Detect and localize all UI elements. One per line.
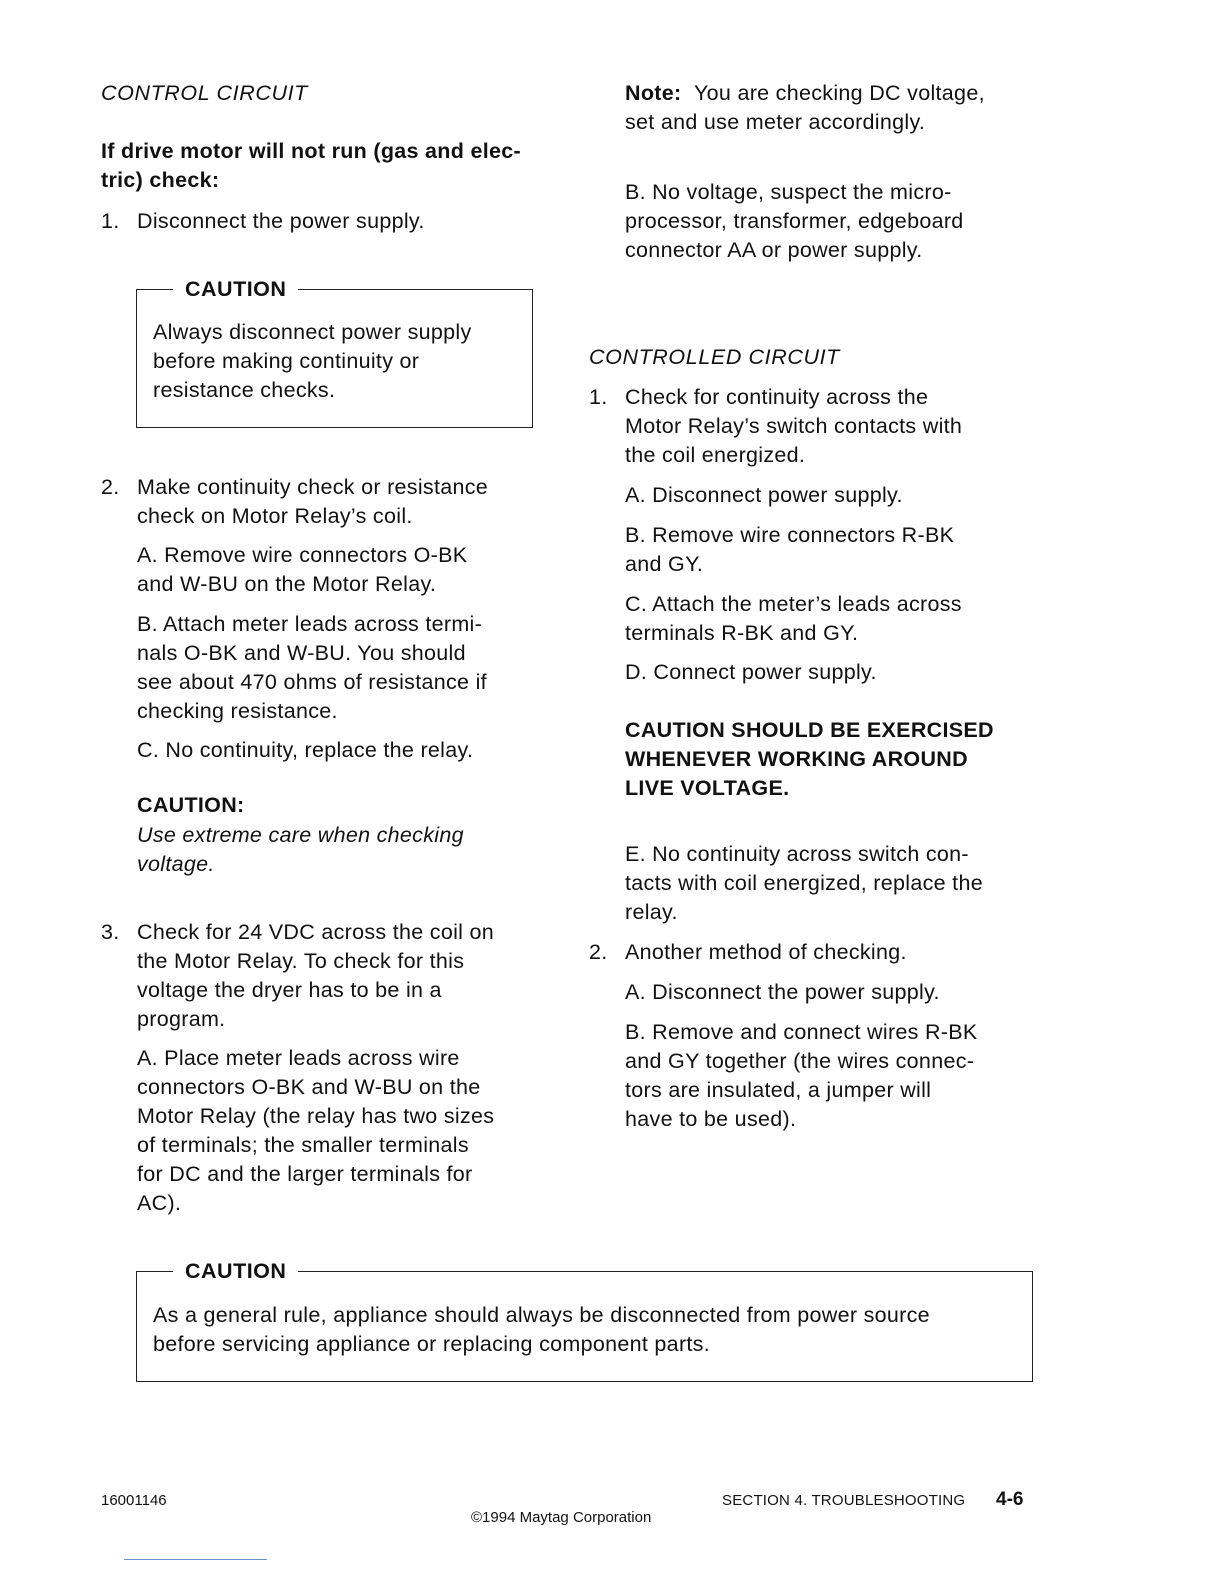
step-3a-text: A. Place meter leads across wire connectors O-BK and W-BU on the Motor Relay (the relay has two sizes of terminals; the smaller terminals for DC and the larger terminals for AC).: [137, 1046, 495, 1215]
caution-box-3-text: As a general rule, appliance should always be disconnected from power source before servicing appliance or replacing component parts.: [153, 1303, 930, 1356]
step-3-number: 3.: [101, 920, 120, 944]
r-step-2-text: Another method of checking.: [625, 940, 907, 964]
r-step-1-number: 1.: [589, 385, 608, 409]
no-voltage-text: B. No voltage, suspect the micro- processor, transformer, edgeboard connector AA or power supply.: [625, 180, 964, 262]
note-label: Note:: [625, 81, 682, 105]
note-text: Note: You are checking DC voltage, set and use meter accordingly.: [625, 81, 985, 134]
r-step-2b-text: B. Remove and connect wires R-BK and GY together (the wires connec- tors are insulated, a jumper will have to be used).: [625, 1020, 978, 1131]
step-3-text: Check for 24 VDC across the coil on the Motor Relay. To check for this voltage the dryer has to be in a program.: [137, 920, 495, 1031]
control-circuit-heading: CONTROL CIRCUIT: [101, 81, 308, 105]
r-step-1d-text: D. Connect power supply.: [625, 660, 877, 684]
section-label: SECTION 4. TROUBLESHOOTING: [722, 1492, 966, 1509]
document-number: 16001146: [101, 1492, 167, 1509]
caution-box-1-text: Always disconnect power supply before making continuity or resistance checks.: [153, 320, 472, 402]
step-2-text: Make continuity check or resistance check on Motor Relay’s coil.: [137, 475, 489, 528]
step-2-number: 2.: [101, 475, 120, 499]
caution-2-title: CAUTION:: [137, 793, 245, 817]
r-step-2-number: 2.: [589, 940, 608, 964]
caution-2-text: Use extreme care when checking voltage.: [137, 823, 464, 876]
caution-box-1-title: CAUTION: [173, 276, 298, 302]
page-number: 4-6: [996, 1489, 1024, 1510]
r-step-2a-text: A. Disconnect the power supply.: [625, 980, 940, 1004]
bottom-rule: [124, 1559, 267, 1560]
intro-text: If drive motor will not run (gas and elec- tric) check:: [101, 139, 521, 192]
r-step-1-text: Check for continuity across the Motor Relay’s switch contacts with the coil energized.: [625, 385, 963, 467]
step-2b-text: B. Attach meter leads across termi- nals O-BK and W-BU. You should see about 470 ohms of resistance if checking resistance.: [137, 612, 487, 723]
step-1-text: Disconnect the power supply.: [137, 209, 425, 233]
caution-box-3-title: CAUTION: [173, 1258, 298, 1284]
r-step-1c-text: C. Attach the meter’s leads across terminals R-BK and GY.: [625, 592, 962, 645]
r-step-1a-text: A. Disconnect power supply.: [625, 483, 903, 507]
live-voltage-warning: CAUTION SHOULD BE EXERCISED WHENEVER WORKING AROUND LIVE VOLTAGE.: [625, 718, 994, 800]
copyright: ©1994 Maytag Corporation: [471, 1509, 652, 1526]
step-2c-text: C. No continuity, replace the relay.: [137, 738, 474, 762]
step-2a-text: A. Remove wire connectors O-BK and W-BU on the Motor Relay.: [137, 543, 468, 596]
step-1-number: 1.: [101, 209, 120, 233]
r-step-1b-text: B. Remove wire connectors R-BK and GY.: [625, 523, 955, 576]
r-step-1e-text: E. No continuity across switch con- tacts with coil energized, replace the relay.: [625, 842, 983, 924]
controlled-circuit-heading: CONTROLLED CIRCUIT: [589, 345, 840, 369]
